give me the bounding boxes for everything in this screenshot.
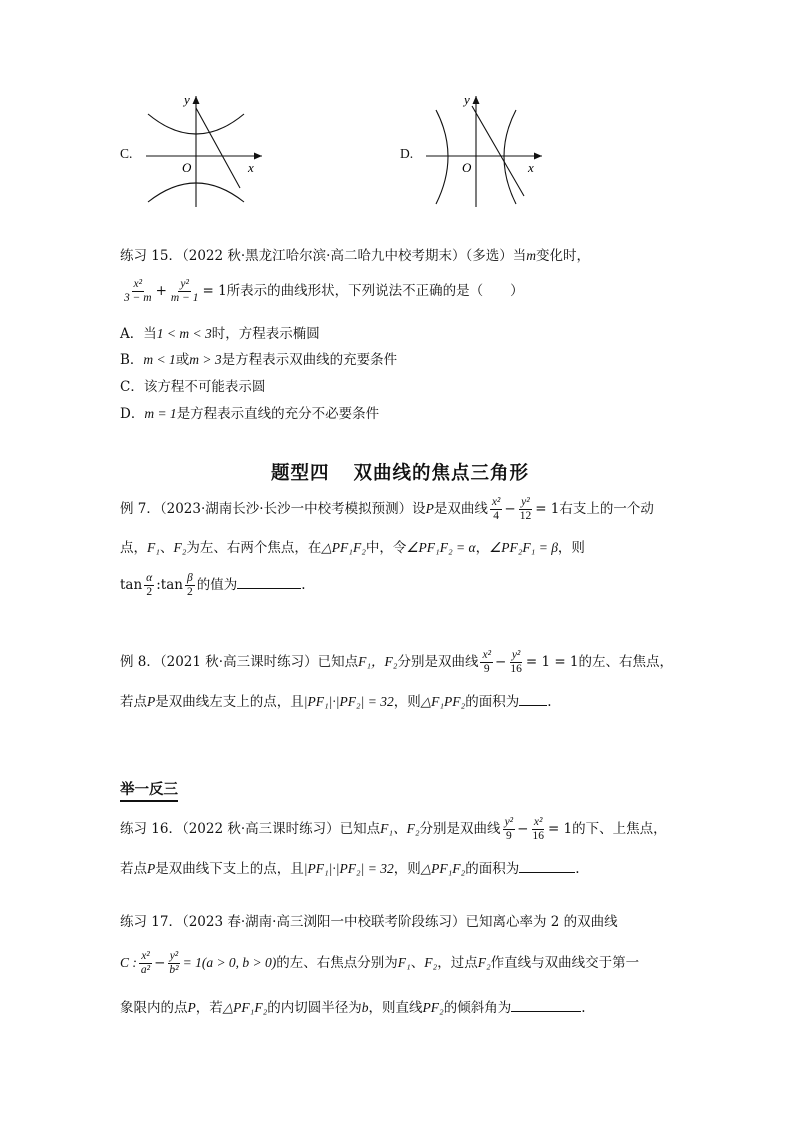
figure-d-hyperbola-graph (420, 92, 550, 210)
exercise-17-line-1: 练习 17．（2023 春·湖南·高三浏阳一中校联考阶段练习）已知离心率为 2 的双曲线 (120, 914, 618, 930)
answer-blank[interactable] (519, 860, 575, 873)
y-axis-label: y (184, 92, 190, 107)
x-axis-arrow-icon (254, 153, 262, 160)
y-axis-label: y (464, 92, 470, 107)
option-b: B．m < 1或m > 3是方程表示双曲线的充要条件 (120, 352, 398, 368)
fraction: $\frac{\text{y²}}{12}$ (519, 496, 532, 522)
exercise-15-equation-line: $\frac{\text{x²}}{3 - m}$ + $\frac{\text{y²}}{m - 1}$ = 1所表示的曲线形状，下列说法不正确的是（ ） (124, 278, 524, 304)
practice-section-label: 举一反三 (120, 778, 178, 802)
x-axis-arrow-icon (534, 153, 542, 160)
option-a: A．当1 < m < 3时，方程表示椭圆 (120, 326, 320, 342)
exercise-15-line-1: 练习 15．（2022 秋·黑龙江哈尔滨·高二哈九中校考期末）（多选）当m变化时， (120, 248, 590, 264)
fraction: $\frac{\text{y²}}{m - 1}$ (170, 278, 199, 304)
option-c: C．该方程不可能表示圆 (120, 379, 266, 395)
fraction: $\frac{\text{x²}}{3 - m}$ (124, 278, 152, 304)
fraction: $\frac{\beta}{2}$ (186, 572, 193, 598)
fraction: $\frac{\text{y²}}{\text{b²}}$ (169, 950, 179, 976)
option-c-label: C. (120, 146, 133, 161)
y-axis-arrow-icon (473, 96, 480, 104)
x-axis-label: x (528, 160, 534, 175)
fraction: $\frac{\text{x²}}{\text{a²}}$ (140, 950, 151, 976)
origin-label: O (462, 160, 472, 175)
exercise-16-line-2: 若点P是双曲线下支上的点，且|PF₁|·|PF₂| = 32，则△PF₁F₂的面积为 . (120, 861, 580, 877)
example-8-line-2: 若点P是双曲线左支上的点，且|PF₁|·|PF₂| = 32，则△F₁PF₂的面积为 . (120, 694, 552, 710)
line-graph (196, 108, 240, 188)
right-branch-curve (504, 110, 516, 204)
answer-blank[interactable] (237, 576, 301, 589)
section-heading: 题型四 双曲线的焦点三角形 (270, 463, 530, 484)
answer-blank[interactable] (511, 999, 581, 1012)
origin-label: O (182, 160, 192, 175)
y-axis-arrow-icon (193, 96, 200, 104)
fraction: $\frac{\text{y²}}{9}$ (504, 816, 514, 842)
fraction: $\frac{\text{x²}}{16}$ (532, 816, 544, 842)
fraction: $\frac{\alpha}{2}$ (146, 572, 153, 598)
option-d: D．m = 1是方程表示直线的充分不必要条件 (120, 406, 380, 422)
exercise-17-line-2: C : $\frac{\text{x²}}{\text{a²}}$ − $\frac{\text{y²}}{\text{b²}}$ = 1(a > 0, b > 0)的左、右焦点分别为F₁、F₂，过点F₂作直线与双曲线交于第一 (120, 950, 640, 976)
fraction: $\frac{\text{x²}}{4}$ (491, 496, 501, 522)
answer-blank[interactable] (519, 693, 547, 706)
example-7-line-2: 点，F₁、F₂为左、右两个焦点，在△PF₁F₂中，令∠PF₁F₂ = α，∠PF₂F₁ = β，则 (120, 540, 585, 556)
line-graph (472, 106, 524, 196)
example-7-line-3: tan $\frac{\alpha}{2}$ :tan $\frac{\beta}{2}$ 的值为 . (120, 572, 306, 598)
exercise-16-line-1: 练习 16．（2022 秋·高三课时练习）已知点F₁、F₂分别是双曲线 $\frac{\text{y²}}{9}$ − $\frac{\text{x²}}{16}$ = 1的下、上焦点， (120, 816, 667, 842)
fraction: $\frac{\text{y²}}{16}$ (510, 649, 522, 675)
exercise-17-line-3: 象限内的点P，若△PF₁F₂的内切圆半径为b，则直线PF₂的倾斜角为 . (120, 1000, 586, 1016)
example-7-line-1: 例 7．（2023·湖南长沙·长沙一中校考模拟预测）设P是双曲线 $\frac{\text{x²}}{4}$ − $\frac{\text{y²}}{12}$ = 1右支上的一个动 (120, 496, 654, 522)
x-axis-label: x (248, 160, 254, 175)
example-8-line-1: 例 8．（2021 秋·高三课时练习）已知点F₁，F₂分别是双曲线 $\frac{\text{x²}}{9}$ − $\frac{\text{y²}}{16}$ = 1 = 1的左、右焦点， (120, 649, 674, 675)
left-branch-curve (436, 110, 448, 204)
option-d-label: D. (400, 146, 414, 161)
fraction: $\frac{\text{x²}}{9}$ (482, 649, 492, 675)
figure-c-hyperbola-graph (140, 92, 270, 210)
